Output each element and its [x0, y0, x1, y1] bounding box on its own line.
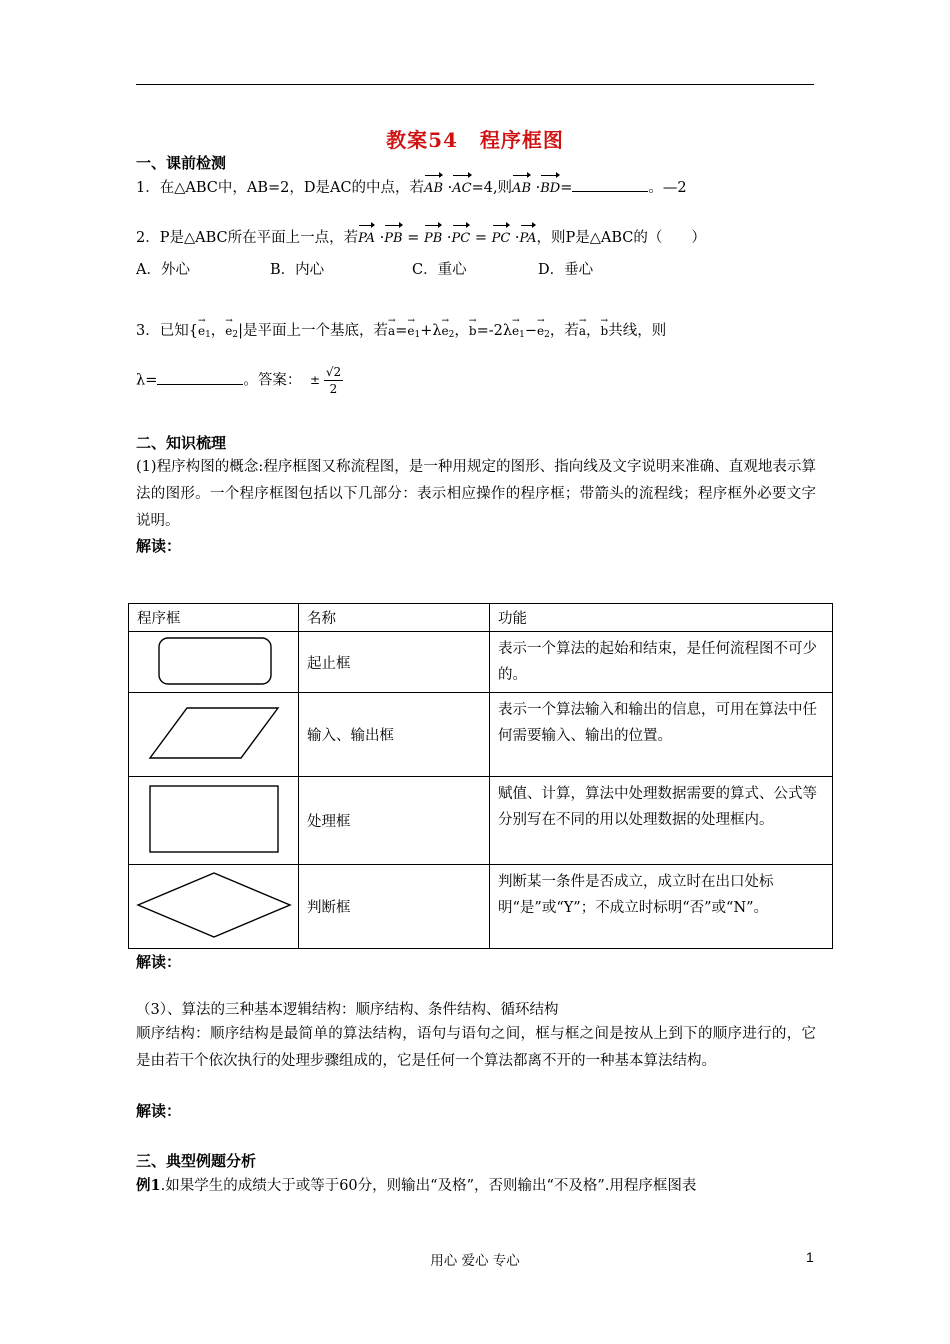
- option-d[interactable]: D．垂心: [538, 262, 594, 278]
- answer-blank-3[interactable]: [157, 384, 243, 385]
- shape-cell: [129, 693, 299, 777]
- function-cell: 表示一个算法输入和输出的信息，可用在算法中任何需要输入、输出的位置。: [490, 693, 833, 777]
- table-row: [129, 693, 833, 777]
- terminal-symbol-icon: [154, 634, 274, 686]
- shape-cell: [129, 777, 299, 865]
- title-number: 教案54: [386, 128, 458, 152]
- decision-diamond-icon: [134, 870, 294, 940]
- page-title: [0, 124, 950, 153]
- page-number: 1: [806, 1249, 814, 1265]
- name-cell: 起止框: [299, 632, 490, 693]
- table-row: [129, 777, 833, 865]
- flowchart-symbol-table: [128, 603, 833, 949]
- io-parallelogram-icon: [147, 705, 281, 761]
- shape-cell: [129, 865, 299, 949]
- question-1: 1．在△ABC中，AB=2，D是AC的中点，若AB ·AC=4,则AB ·BD= 。—2: [136, 173, 687, 202]
- jiedu-label-2: 解读：: [136, 953, 182, 971]
- structure-heading: （3）、算法的三种基本逻辑结构：顺序结构、条件结构、循环结构: [136, 1002, 559, 1018]
- function-cell: 表示一个算法的起始和结束，是任何流程图不可少的。: [490, 632, 833, 693]
- answer-fraction: ± $\frac{√2}{2}$: [309, 365, 342, 396]
- answer-blank-1[interactable]: [572, 191, 648, 192]
- process-rectangle-icon: [147, 783, 281, 855]
- table-row: [129, 632, 833, 693]
- shape-cell: [129, 632, 299, 693]
- name-cell: 处理框: [299, 777, 490, 865]
- option-b[interactable]: B．内心: [270, 262, 325, 278]
- example-label: 例1: [136, 1177, 161, 1194]
- header-name: 名称: [299, 604, 490, 632]
- concept-paragraph: (1)程序构图的概念:程序框图又称流程图，是一种用规定的图形、指向线及文字说明来准确、直观地表示算法的图形。一个程序框图包括以下几部分：表示相应操作的程序框；带箭头的流程线；程序框外必要文字说明。: [136, 459, 816, 529]
- title-text: 程序框图: [479, 128, 564, 152]
- function-cell: 判断某一条件是否成立，成立时在出口处标明“是”或“Y”；不成立时标明“否”或“N”。: [490, 865, 833, 949]
- option-a[interactable]: A．外心: [136, 262, 190, 278]
- jiedu-label-3: 解读：: [136, 1102, 182, 1120]
- name-cell: 输入、输出框: [299, 693, 490, 777]
- sequence-structure-paragraph: 顺序结构：顺序结构是最简单的算法结构，语句与语句之间，框与框之间是按从上到下的顺序进行的，它是由若干个依次执行的处理步骤组成的，它是任何一个算法都离不开的一种基本算法结构。: [136, 1026, 816, 1069]
- section-heading-1: 一、课前检测: [136, 154, 227, 172]
- section-heading-2: 二、知识梳理: [136, 434, 227, 452]
- table-header-row: [129, 604, 833, 632]
- page-footer: 用心 爱心 专心: [430, 1253, 520, 1269]
- question-3: 3．已知{→ $e_1$，→ $e_2|$是平面上一个基底，若→ $a=\to e_1+\lambda\to e_2$，→ $b=-2\lambda\to e_1-\to e_2$，若→ a，→ b共线，则: [136, 312, 666, 348]
- header-shape: 程序框: [129, 604, 299, 632]
- jiedu-label-1: 解读：: [136, 537, 182, 555]
- table-row: [129, 865, 833, 949]
- option-c[interactable]: C．重心: [412, 262, 467, 278]
- example-1: 例1.如果学生的成绩大于或等于60分，则输出“及格”，否则输出“不及格”.用程序框图表: [136, 1177, 697, 1194]
- section-heading-3: 三、典型例题分析: [136, 1152, 257, 1170]
- header-rule: [136, 84, 814, 85]
- header-function: 功能: [490, 604, 833, 632]
- question-2: 2．P是△ABC所在平面上一点，若PA ·PB = PB ·PC = PC ·PA，则P是△ABC的（ ）: [136, 223, 706, 252]
- function-cell: 赋值、计算，算法中处理数据需要的算式、公式等分别写在不同的用以处理数据的处理框内。: [490, 777, 833, 865]
- name-cell: 判断框: [299, 865, 490, 949]
- question-3-answer-line: λ= 。答案： ± $\frac{√2}{2}$: [136, 365, 342, 396]
